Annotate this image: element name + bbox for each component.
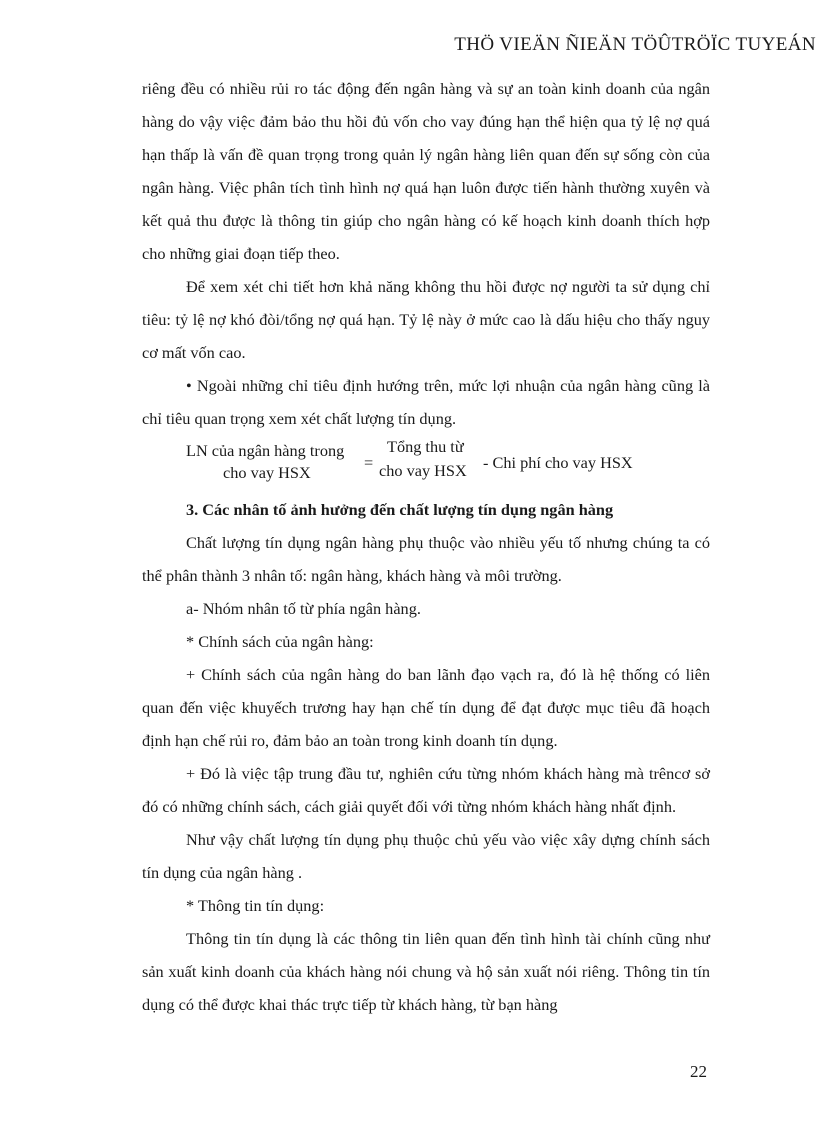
formula-lhs-line1: LN của ngân hàng trong bbox=[186, 441, 345, 460]
paragraph: * Chính sách của ngân hàng: bbox=[186, 632, 374, 651]
paragraph: riêng đều có nhiều rủi ro tác động đến ngân hàng và sự an toàn kinh doanh của ngân hàng do vậy việc đảm bảo thu hồi đủ vốn cho vay đúng hạn thể hiện qua tỷ lệ nợ quá hạn thấp là vấn đề quan trọng trong quản lý ngân hàng liên quan đến sự sống còn của ngân hàng. Việc phân tích tình hình nợ quá hạn luôn được tiến hành thường xuyên và kết quả thu được là thông tin giúp cho ngân hàng có kế hoạch kinh doanh thích hợp cho những giai đoạn tiếp theo. bbox=[142, 79, 710, 263]
bullet-paragraph: • Ngoài những chỉ tiêu định hướng trên, mức lợi nhuận của ngân hàng cũng là chỉ tiêu quan trọng xem xét chất lượng tín dụng. bbox=[142, 376, 710, 428]
formula-minus-term: - Chi phí cho vay HSX bbox=[483, 453, 633, 472]
paragraph: Như vậy chất lượng tín dụng phụ thuộc chủ yếu vào việc xây dựng chính sách tín dụng của ngân hàng . bbox=[142, 830, 710, 882]
paragraph: Chất lượng tín dụng ngân hàng phụ thuộc vào nhiều yếu tố nhưng chúng ta có thể phân thành 3 nhân tố: ngân hàng, khách hàng và môi trường. bbox=[142, 533, 710, 585]
section-heading: 3. Các nhân tố ảnh hưởng đến chất lượng tín dụng ngân hàng bbox=[186, 500, 614, 519]
paragraph: a- Nhóm nhân tố từ phía ngân hàng. bbox=[186, 599, 421, 618]
page-header: THÖ VIEÄN ÑIEÄN TÖÛTRÖÏC TUYEÁN bbox=[454, 34, 816, 55]
profit-formula bbox=[142, 437, 710, 489]
page-number: 22 bbox=[690, 1062, 707, 1081]
formula-rhs-line2: cho vay HSX bbox=[379, 461, 467, 480]
formula-equals: = bbox=[364, 453, 374, 472]
formula-lhs-line2: cho vay HSX bbox=[223, 463, 311, 482]
paragraph: Thông tin tín dụng là các thông tin liên quan đến tình hình tài chính cũng như sản xuất kinh doanh của khách hàng nói chung và hộ sản xuất nói riêng. Thông tin tín dụng có thể được khai thác trực tiếp từ khách hàng, từ bạn hàng bbox=[142, 929, 710, 1014]
formula-rhs-line1: Tổng thu từ bbox=[387, 437, 464, 456]
paragraph: Để xem xét chi tiết hơn khả năng không thu hồi được nợ người ta sử dụng chỉ tiêu: tỷ lệ nợ khó đòi/tổng nợ quá hạn. Tỷ lệ này ở mức cao là dấu hiệu cho thấy nguy cơ mất vốn cao. bbox=[142, 277, 710, 362]
paragraph: + Chính sách của ngân hàng do ban lãnh đạo vạch ra, đó là hệ thống có liên quan đến việc khuyếch trương hay hạn chế tín dụng để đạt được mục tiêu đã hoạch định hạn chế rủi ro, đảm bảo an toàn trong kinh doanh tín dụng. bbox=[142, 665, 710, 750]
paragraph: * Thông tin tín dụng: bbox=[186, 896, 325, 915]
document-body bbox=[142, 72, 710, 1021]
paragraph: + Đó là việc tập trung đầu tư, nghiên cứu từng nhóm khách hàng mà trêncơ sở đó có những chính sách, cách giải quyết đối với từng nhóm khách hàng nhất định. bbox=[142, 764, 710, 816]
